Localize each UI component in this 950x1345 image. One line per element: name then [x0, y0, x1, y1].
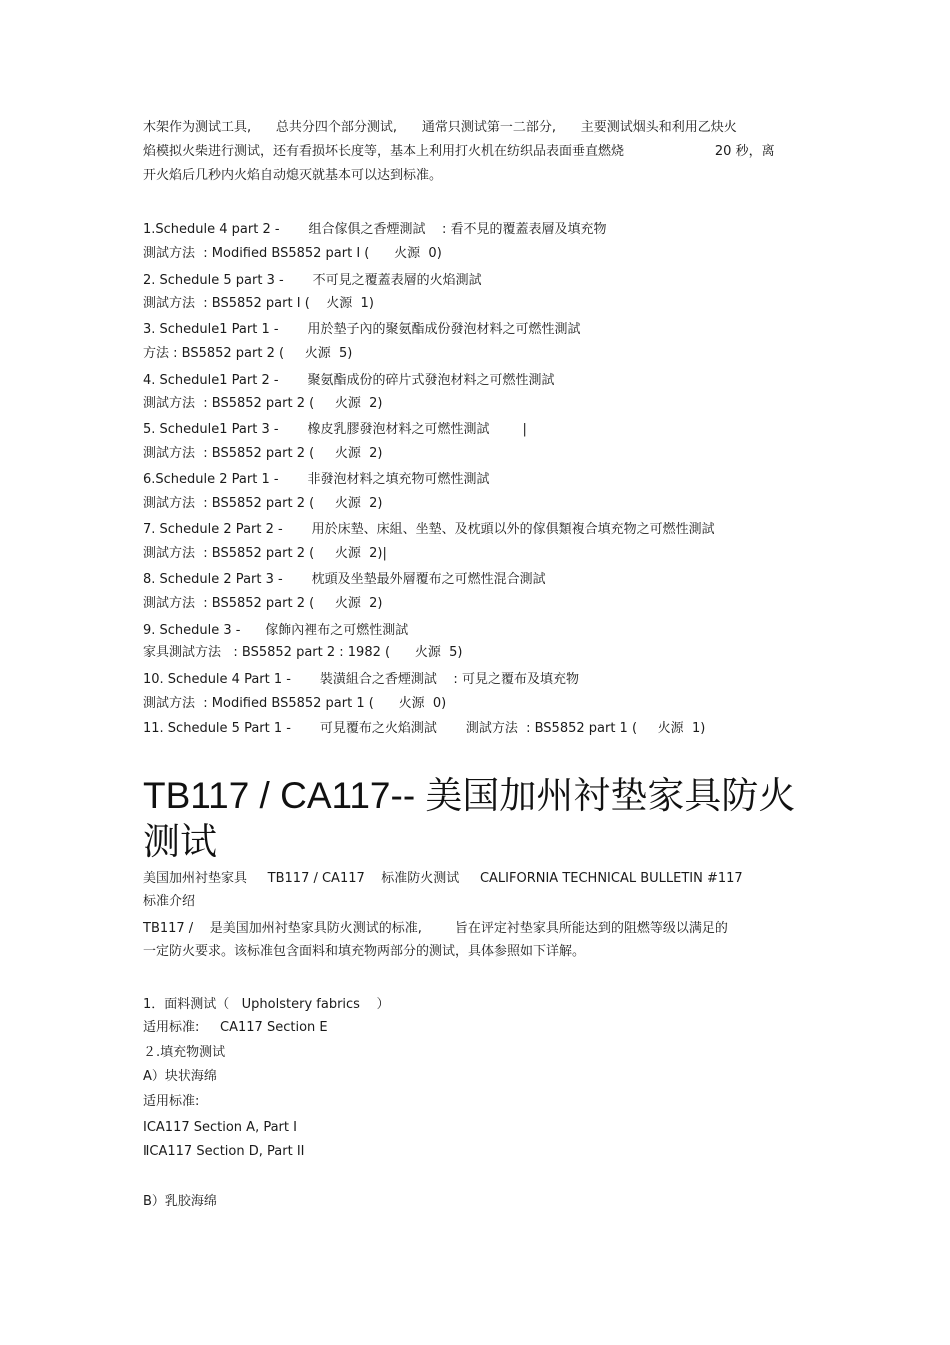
subtitle: 美国加州衬垫家具 TB117 / CA117 标准防火测试 CALIFORNIA TECHNICAL BULLETIN #117 [143, 871, 743, 886]
schedule-6-method: 測試方法 : BS5852 part 2 ( 火源 2) [143, 496, 383, 511]
heading-line-2: 测试 [143, 821, 217, 862]
schedule-1-method: 測試方法 : Modified BS5852 part I ( 火源 0) [143, 246, 442, 261]
intro-line-1: 木架作为测试工具, 总共分四个部分测试, 通常只测试第一二部分, 主要测试烟头和利用乙炔火 [143, 120, 737, 135]
schedule-7-title: 7. Schedule 2 Part 2 - 用於床墊、床組、坐墊、及枕頭以外的傢俱類複合填充物之可燃性測試 [143, 522, 715, 537]
schedule-3-method: 方法 : BS5852 part 2 ( 火源 5) [143, 346, 353, 361]
fabric-test-standard: 适用标准: CA117 Section E [143, 1020, 328, 1035]
schedule-11-title: 11. Schedule 5 Part 1 - 可見覆布之火焰測試 測試方法 : BS5852 part 1 ( 火源 1) [143, 721, 706, 736]
schedule-5-method: 測試方法 : BS5852 part 2 ( 火源 2) [143, 446, 383, 461]
description-line-2: 一定防火要求。该标准包含面料和填充物两部分的测试，具体参照如下详解。 [143, 944, 586, 959]
schedule-9-method: 家具測試方法 : BS5852 part 2 : 1982 ( 火源 5) [143, 645, 463, 660]
schedule-2-method: 測試方法 : BS5852 part I ( 火源 1) [143, 296, 374, 311]
schedule-4-method: 測試方法 : BS5852 part 2 ( 火源 2) [143, 396, 383, 411]
intro-line-2: 焰模拟火柴进行测试，还有看损坏长度等，基本上利用打火机在纺织品表面垂直燃烧 20 秒，离 [143, 144, 775, 159]
fabric-test-title: 1．面料测试（ Upholstery fabrics ） [143, 997, 390, 1012]
description-line-1: TB117 / 是美国加州衬垫家具防火测试的标准, 旨在评定衬垫家具所能达到的阻燃等级以满足的 [143, 921, 728, 936]
schedule-3-title: 3. Schedule1 Part 1 - 用於墊子內的聚氨酯成份發泡材料之可燃性測試 [143, 322, 581, 337]
intro-paragraph [143, 116, 803, 188]
schedule-10-method: 測試方法 : Modified BS5852 part 1 ( 火源 0) [143, 696, 447, 711]
schedule-6-title: 6.Schedule 2 Part 1 - 非發泡材料之填充物可燃性測試 [143, 472, 490, 487]
heading-line-1: TB117 / CA117-- 美国加州衬垫家具防火 [143, 775, 796, 816]
foam-standard-1: ⅠCA117 Section A, Part I [143, 1120, 297, 1135]
schedule-8-title: 8. Schedule 2 Part 3 - 枕頭及坐墊最外層覆布之可燃性混合測試 [143, 572, 546, 587]
schedule-8-method: 測試方法 : BS5852 part 2 ( 火源 2) [143, 596, 383, 611]
foam-title: A）块状海绵 [143, 1069, 217, 1084]
schedule-2-title: 2. Schedule 5 part 3 - 不可見之覆蓋表層的火焰測試 [143, 273, 482, 288]
schedule-9-title: 9. Schedule 3 - 傢飾內裡布之可燃性測試 [143, 623, 409, 638]
latex-foam-title: B）乳胶海绵 [143, 1194, 217, 1209]
schedule-4-title: 4. Schedule1 Part 2 - 聚氨酯成份的碎片式發泡材料之可燃性測試 [143, 373, 555, 388]
schedule-10-title: 10. Schedule 4 Part 1 - 裝潢組合之香煙測試 : 可見之覆布及填充物 [143, 672, 579, 687]
foam-standard-2: ⅡCA117 Section D, Part II [143, 1144, 305, 1159]
schedule-5-title: 5. Schedule1 Part 3 - 橡皮乳膠發泡材料之可燃性測試 | [143, 422, 527, 437]
schedule-7-method: 測試方法 : BS5852 part 2 ( 火源 2)| [143, 546, 387, 561]
intro-label: 标准介绍 [143, 894, 196, 909]
filling-test-title: ２.填充物测试 [143, 1045, 226, 1060]
foam-standard-label: 适用标准: [143, 1094, 200, 1109]
intro-line-3: 开火焰后几秒内火焰自动熄灭就基本可以达到标准。 [143, 168, 443, 183]
schedule-1-title: 1.Schedule 4 part 2 - 组合傢俱之香煙測試 : 看不見的覆蓋表層及填充物 [143, 222, 607, 237]
